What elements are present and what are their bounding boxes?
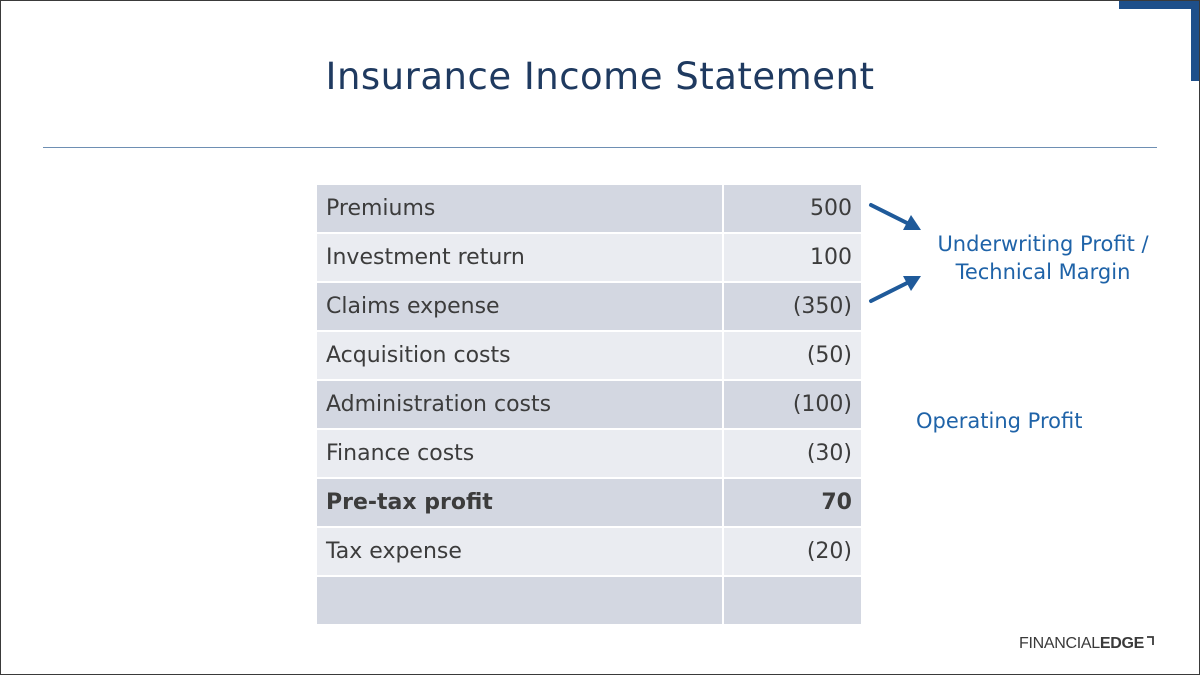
underwriting-line-2: Technical Margin bbox=[955, 260, 1131, 284]
arrow-down-right-icon bbox=[871, 205, 921, 230]
row-value: 70 bbox=[723, 478, 861, 527]
table-row bbox=[317, 527, 861, 576]
logo-bracket-icon bbox=[1145, 635, 1155, 647]
row-label: Premiums bbox=[317, 185, 723, 233]
title-divider bbox=[43, 147, 1157, 148]
row-value: (50) bbox=[723, 331, 861, 380]
row-value: (100) bbox=[723, 380, 861, 429]
table-row bbox=[317, 185, 861, 233]
table-row bbox=[317, 380, 861, 429]
table-row bbox=[317, 282, 861, 331]
slide-title: Insurance Income Statement bbox=[325, 55, 875, 98]
row-label: Pre-tax profit bbox=[317, 478, 723, 527]
row-label: Claims expense bbox=[317, 282, 723, 331]
table-row bbox=[317, 233, 861, 282]
underwriting-line-1: Underwriting Profit / bbox=[937, 232, 1149, 256]
row-label: Acquisition costs bbox=[317, 331, 723, 380]
row-value: (20) bbox=[723, 527, 861, 576]
logo-text-edge: EDGE bbox=[1099, 635, 1145, 652]
row-label bbox=[317, 576, 723, 625]
income-statement-table bbox=[317, 185, 861, 626]
row-label: Investment return bbox=[317, 233, 723, 282]
row-value: (350) bbox=[723, 282, 861, 331]
row-label: Tax expense bbox=[317, 527, 723, 576]
row-value: (30) bbox=[723, 429, 861, 478]
table-row bbox=[317, 331, 861, 380]
underwriting-profit-label bbox=[911, 230, 1175, 286]
logo-text-financial: FINANCIAL bbox=[1019, 635, 1100, 652]
row-value: 100 bbox=[723, 233, 861, 282]
row-label: Administration costs bbox=[317, 380, 723, 429]
row-label: Finance costs bbox=[317, 429, 723, 478]
table-row-total bbox=[317, 478, 861, 527]
operating-profit-label: Operating Profit bbox=[916, 409, 1083, 433]
row-value: 500 bbox=[723, 185, 861, 233]
financial-edge-logo bbox=[1019, 635, 1155, 653]
table-row-empty bbox=[317, 576, 861, 625]
table-row bbox=[317, 429, 861, 478]
row-value bbox=[723, 576, 861, 625]
